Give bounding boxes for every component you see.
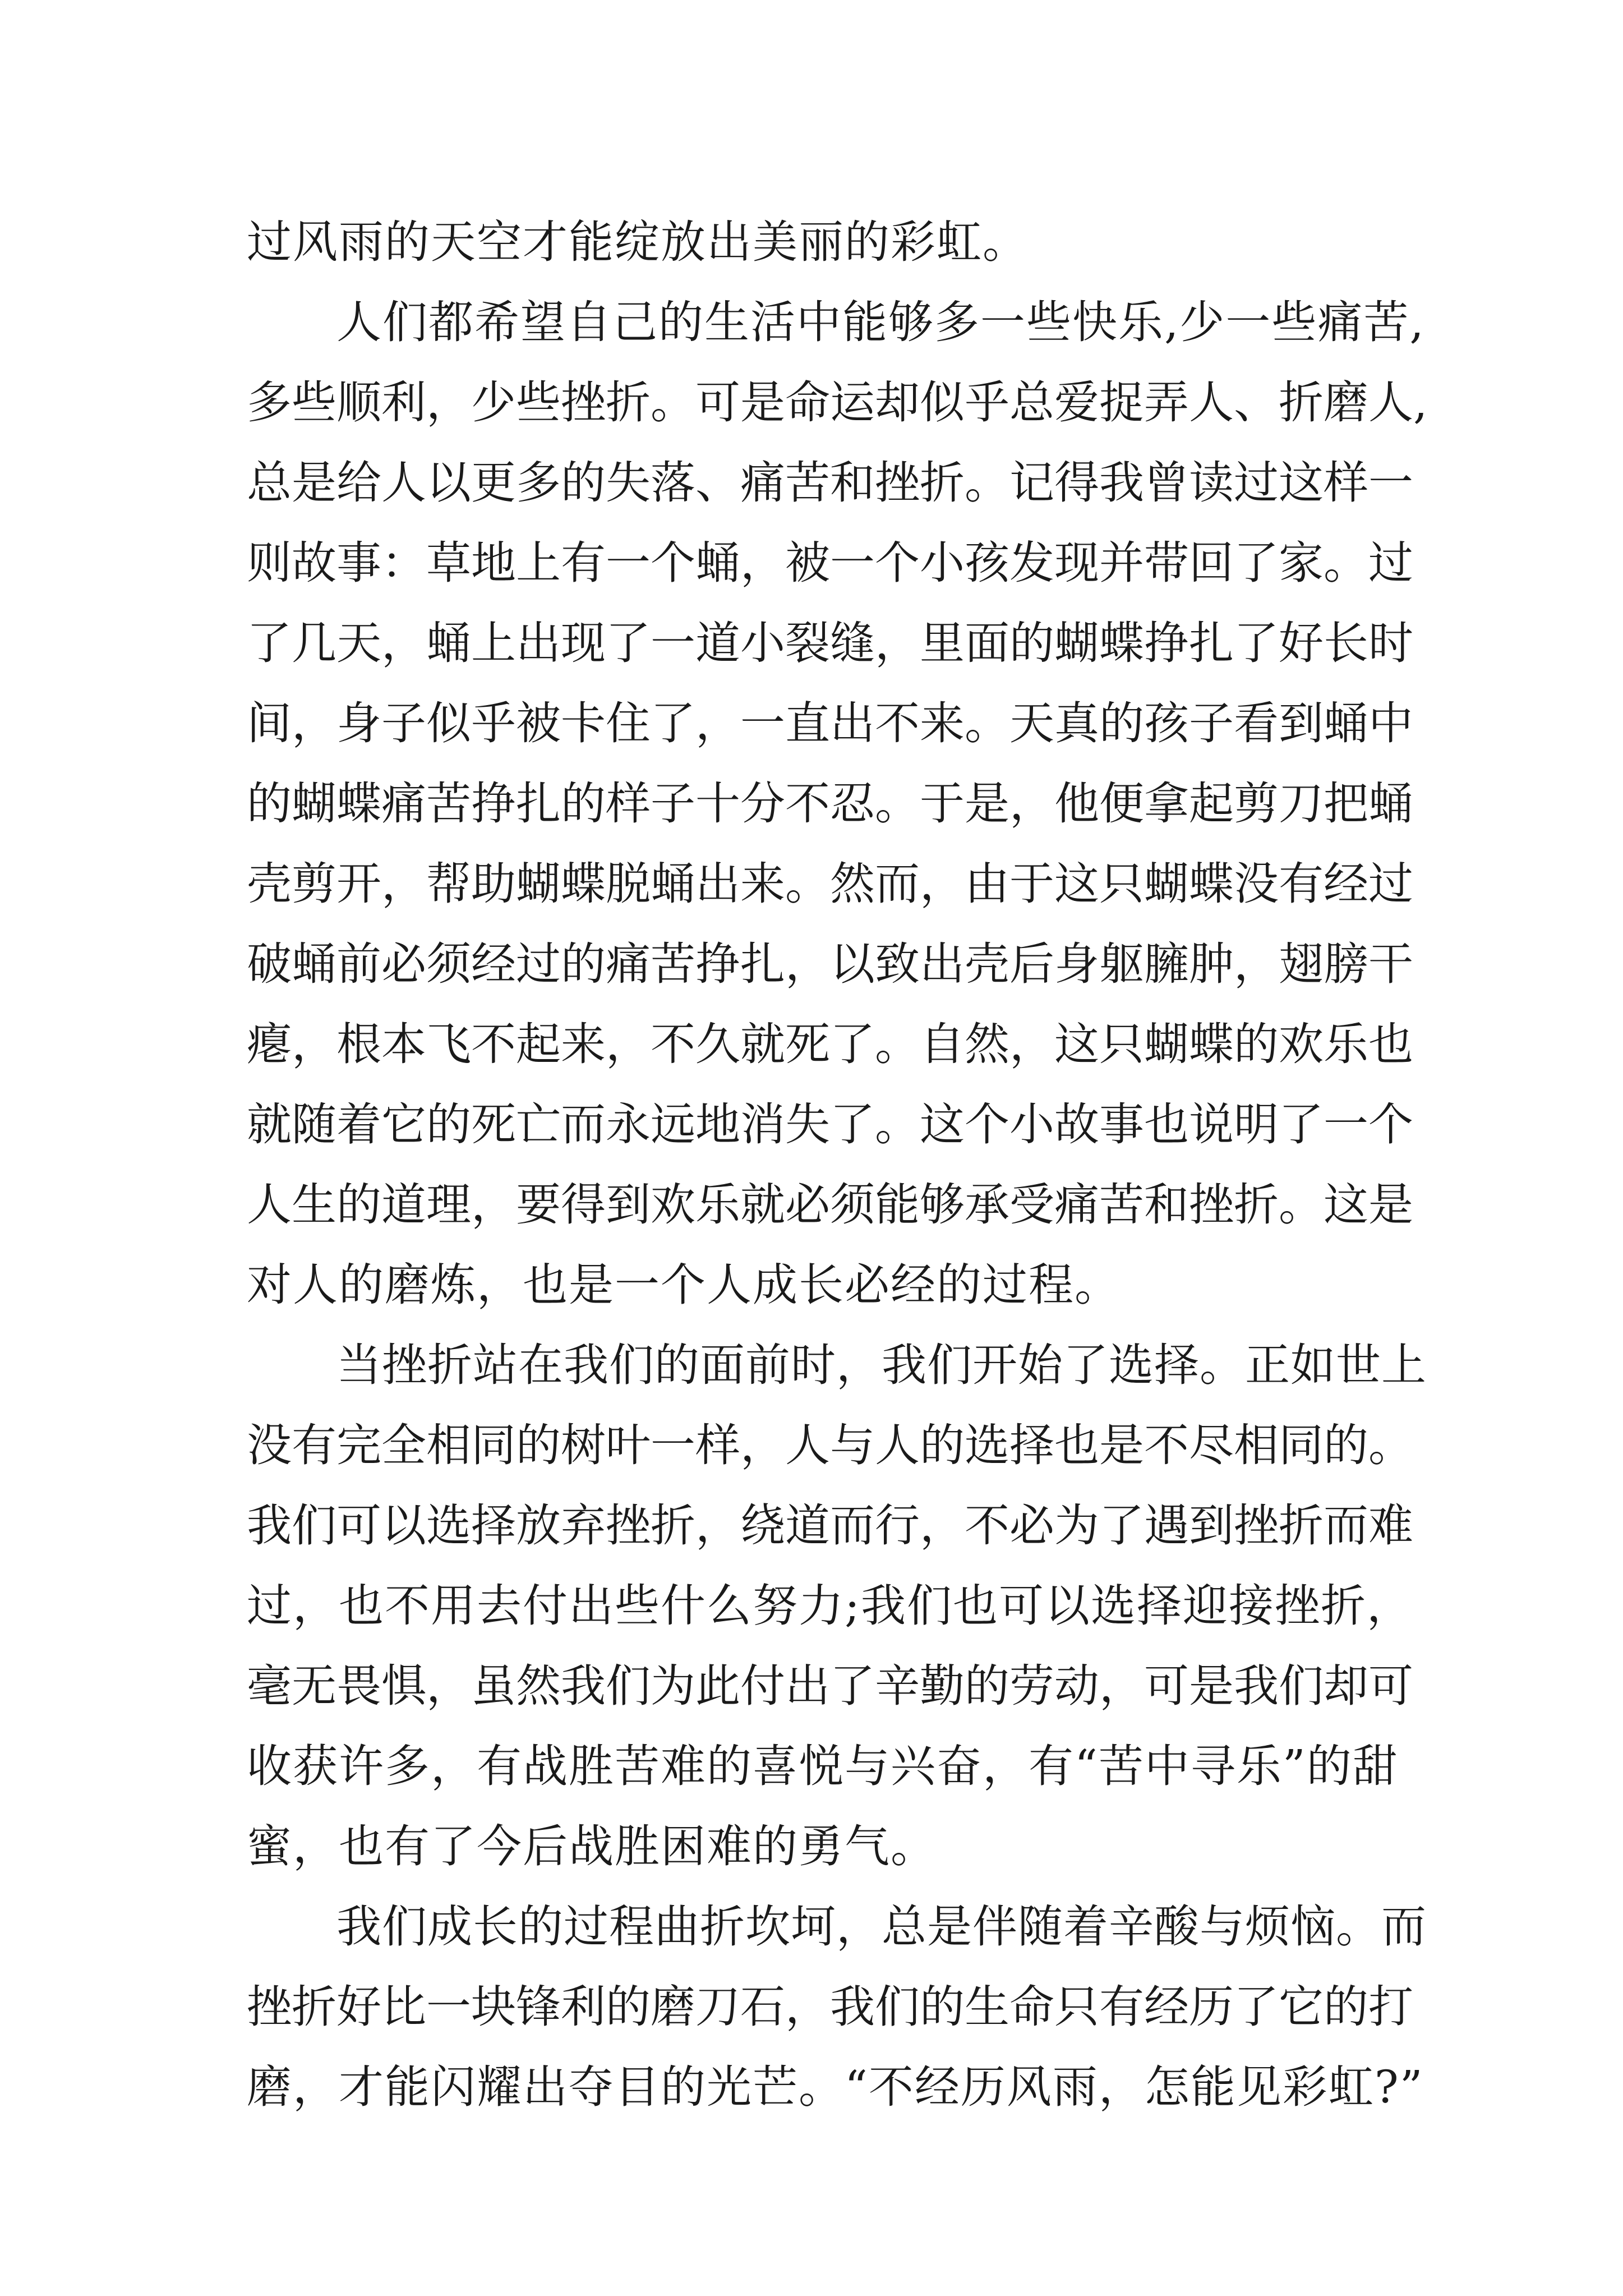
text-line: 毫无畏惧，虽然我们为此付出了辛勤的劳动，可是我们却可 [247,1660,1413,1712]
text-line: 人生的道理，要得到欢乐就必须能够承受痛苦和挫折。这是 [247,1179,1413,1231]
text-line: 破蛹前必须经过的痛苦挣扎，以致出壳后身躯臃肿，翅膀干 [247,938,1413,990]
text-line: 挫折好比一块锋利的磨刀石，我们的生命只有经历了它的打 [247,1981,1413,2033]
text-line: 人们都希望自己的生活中能够多一些快乐,少一些痛苦, [336,296,1425,348]
text-line: 总是给人以更多的失落、痛苦和挫折。记得我曾读过这样一 [247,457,1413,509]
text-line: 对人的磨炼，也是一个人成长必经的过程。 [247,1259,1121,1311]
text-line: 过，也不用去付出些什么努力;我们也可以选择迎接挫折， [247,1580,1413,1632]
text-line: 我们可以选择放弃挫折，绕道而行，不必为了遇到挫折而难 [247,1499,1413,1552]
text-line: 间，身子似乎被卡住了，一直出不来。天真的孩子看到蛹中 [247,697,1413,749]
text-line: 就随着它的死亡而永远地消失了。这个小故事也说明了一个 [247,1098,1413,1151]
text-line: 没有完全相同的树叶一样，人与人的选择也是不尽相同的。 [247,1419,1413,1471]
text-line: 壳剪开，帮助蝴蝶脱蛹出来。然而，由于这只蝴蝶没有经过 [247,858,1413,910]
text-line: 了几天，蛹上出现了一道小裂缝，里面的蝴蝶挣扎了好长时 [247,617,1413,669]
text-line: 的蝴蝶痛苦挣扎的样子十分不忍。于是，他便拿起剪刀把蛹 [247,777,1413,830]
text-line: 瘪，根本飞不起来，不久就死了。自然，这只蝴蝶的欢乐也 [247,1018,1413,1070]
text-line: 蜜，也有了今后战胜困难的勇气。 [247,1820,937,1872]
text-line: 过风雨的天空才能绽放出美丽的彩虹。 [247,216,1029,268]
text-line: 磨，才能闪耀出夺目的光芒。“不经历风雨，怎能见彩虹?” [247,2061,1424,2113]
text-line: 当挫折站在我们的面前时，我们开始了选择。正如世上 [336,1339,1427,1391]
text-line: 则故事：草地上有一个蛹，被一个小孩发现并带回了家。过 [247,537,1413,589]
text-line: 收获许多，有战胜苦难的喜悦与兴奋，有“苦中寻乐”的甜 [247,1740,1399,1792]
text-line: 我们成长的过程曲折坎坷，总是伴随着辛酸与烦恼。而 [336,1901,1427,1953]
document-body [247,202,1427,2127]
text-line: 多些顺利，少些挫折。可是命运却似乎总爱捉弄人、折磨人, [247,376,1428,429]
